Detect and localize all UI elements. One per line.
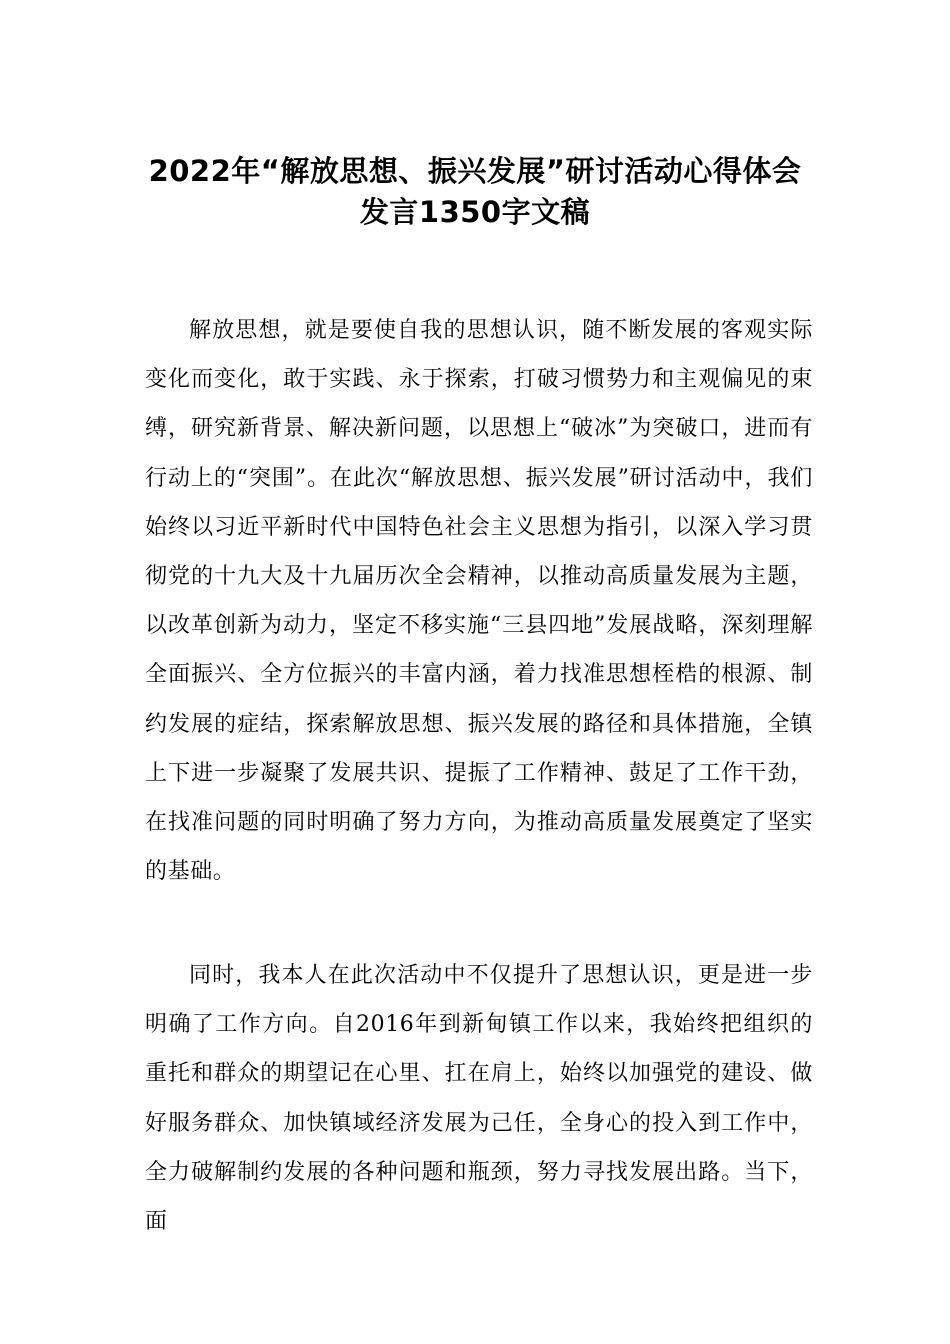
- title-line-2: 发言1350字文稿: [359, 195, 591, 229]
- body-paragraph-2: 同时，我本人在此次活动中不仅提升了思想认识，更是进一步明确了工作方向。自2016年到新甸镇工作以来，我始终把组织的重托和群众的期望记在心里、扛在肩上，始终以加强党的建设、做好服务群众、加快镇域经济发展为己任，全身心的投入到工作中，全力破解制约发展的各种问题和瓶颈，努力寻找发展出路。当下，面: [145, 963, 813, 1235]
- document-title: [100, 156, 850, 227]
- title-line-1: 2022年“解放思想、振兴发展”研讨活动心得体会: [148, 154, 802, 188]
- body-paragraph-1: 解放思想，就是要使自我的思想认识，随不断发展的客观实际变化而变化，敢于实践、永于探索，打破习惯势力和主观偏见的束缚，研究新背景、解决新问题，以思想上“破冰”为突破口，进而有行动上的“突围”。在此次“解放思想、振兴发展”研讨活动中，我们始终以习近平新时代中国特色社会主义思想为指引，以深入学习贯彻党的十九大及十九届历次全会精神，以推动高质量发展为主题，以改革创新为动力，坚定不移实施“三县四地”发展战略，深刻理解全面振兴、全方位振兴的丰富内涵，着力找准思想桎梏的根源、制约发展的症结，探索解放思想、振兴发展的路径和具体措施，全镇上下进一步凝聚了发展共识、提振了工作精神、鼓足了工作干劲，在找准问题的同时明确了努力方向，为推动高质量发展奠定了坚实的基础。: [145, 318, 813, 885]
